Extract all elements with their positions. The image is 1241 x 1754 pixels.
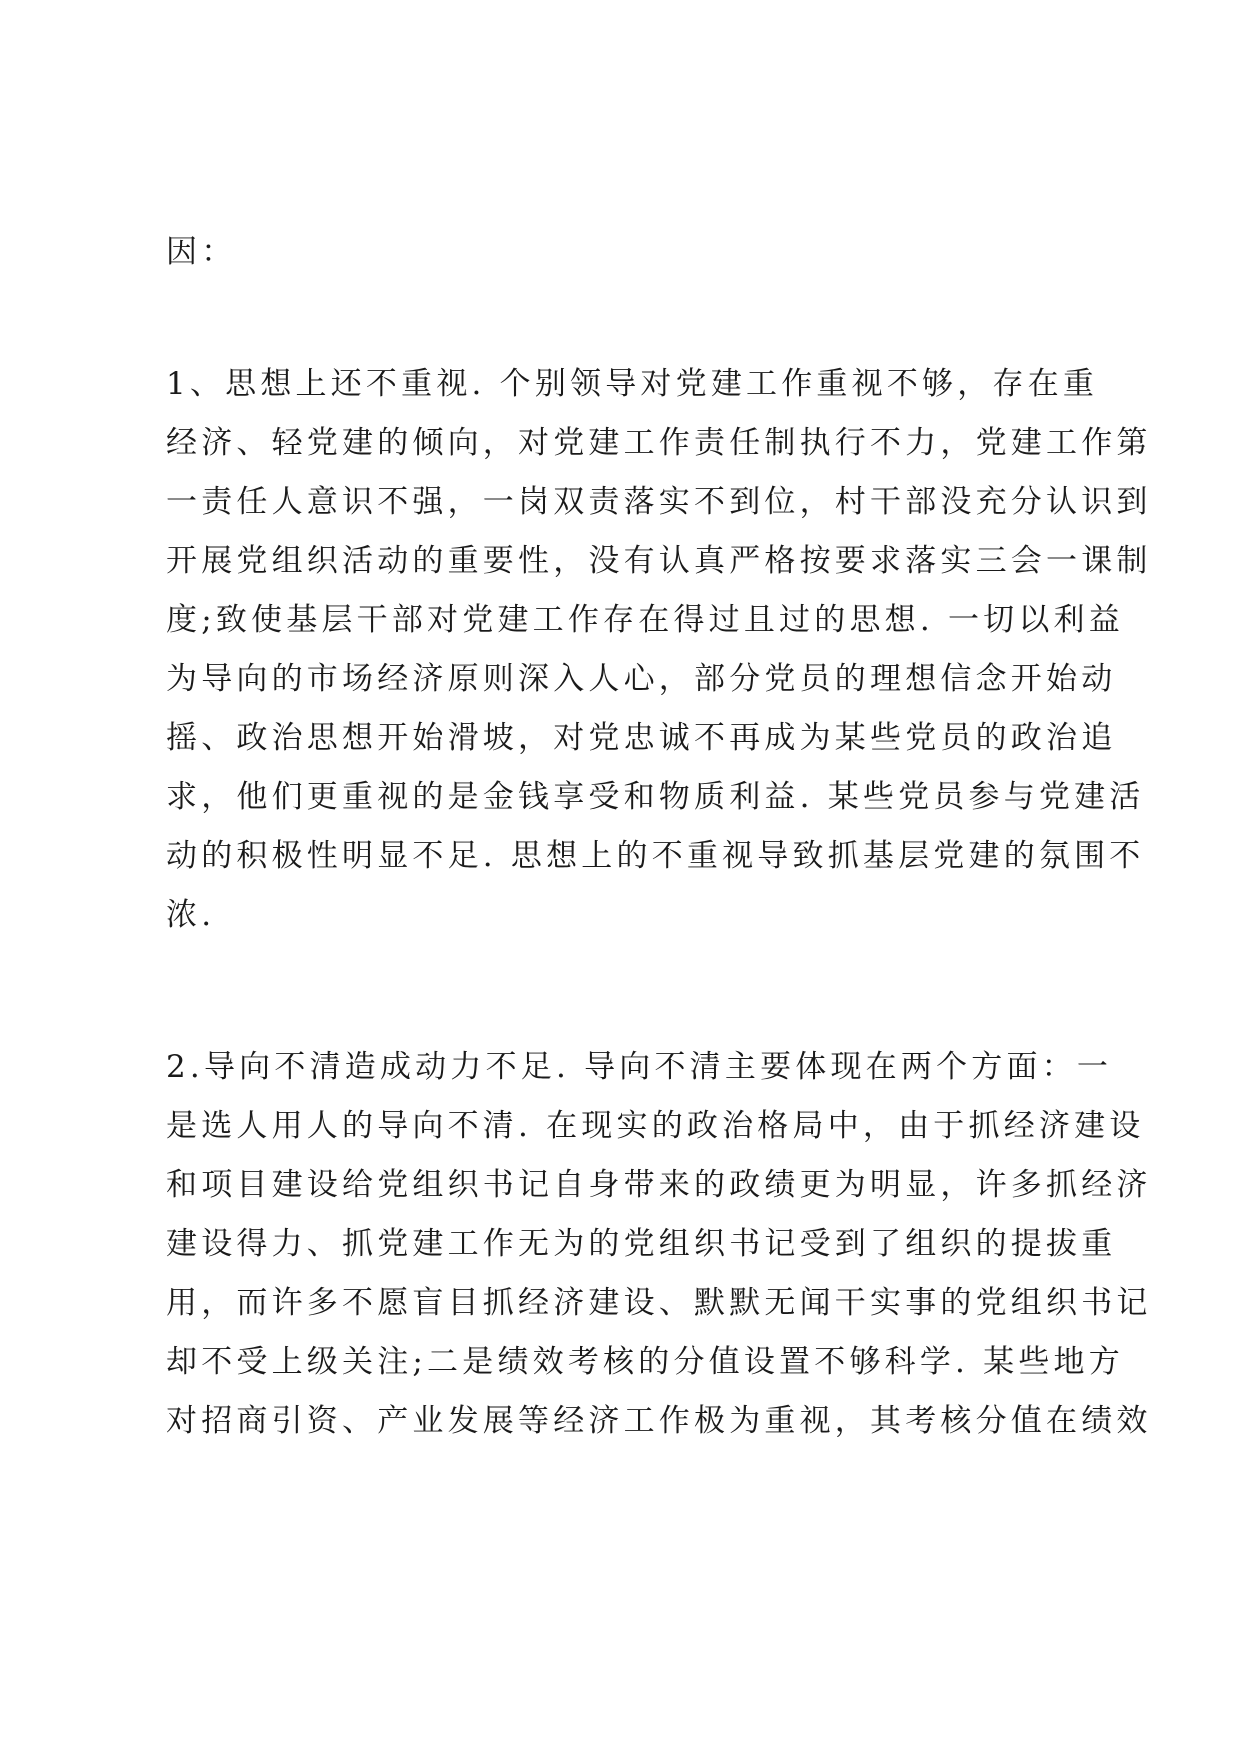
text-line: 是选人用人的导向不清. 在现实的政治格局中，由于抓经济建设 — [166, 1108, 1145, 1144]
text-line: 对招商引资、产业发展等经济工作极为重视，其考核分值在绩效 — [166, 1403, 1152, 1439]
text-line: 浓. — [166, 897, 216, 933]
paragraph-1 — [166, 355, 1152, 945]
text-line: 因： — [166, 234, 237, 270]
text-line: 1、思想上还不重视. 个别领导对党建工作重视不够，存在重 — [166, 366, 1099, 402]
text-line: 开展党组织活动的重要性，没有认真严格按要求落实三会一课制 — [166, 543, 1152, 579]
text-line: 却不受上级关注;二是绩效考核的分值设置不够科学. 某些地方 — [166, 1344, 1124, 1380]
text-line: 求，他们更重视的是金钱享受和物质利益. 某些党员参与党建活 — [166, 779, 1145, 815]
text-line: 为导向的市场经济原则深入人心，部分党员的理想信念开始动 — [166, 661, 1117, 697]
heading-fragment — [166, 223, 1091, 282]
text-line: 动的积极性明显不足. 思想上的不重视导致抓基层党建的氛围不 — [166, 838, 1145, 874]
text-line: 摇、政治思想开始滑坡，对党忠诚不再成为某些党员的政治追 — [166, 720, 1117, 756]
text-line: 建设得力、抓党建工作无为的党组织书记受到了组织的提拔重 — [166, 1226, 1117, 1262]
text-line: 经济、轻党建的倾向，对党建工作责任制执行不力，党建工作第 — [166, 425, 1152, 461]
text-line: 一责任人意识不强，一岗双责落实不到位，村干部没充分认识到 — [166, 484, 1152, 520]
text-line: 度;致使基层干部对党建工作存在得过且过的思想. 一切以利益 — [166, 602, 1124, 638]
paragraph-2 — [166, 1038, 1152, 1451]
text-line: 2.导向不清造成动力不足. 导向不清主要体现在两个方面：一 — [166, 1049, 1113, 1085]
text-line: 用，而许多不愿盲目抓经济建设、默默无闻干实事的党组织书记 — [166, 1285, 1152, 1321]
text-line: 和项目建设给党组织书记自身带来的政绩更为明显，许多抓经济 — [166, 1167, 1152, 1203]
